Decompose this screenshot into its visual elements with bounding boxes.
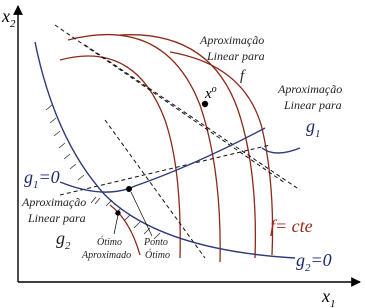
approx-f-fn: f <box>240 68 245 84</box>
contour-2 <box>68 35 220 262</box>
f-cte-label: f= cte <box>270 216 313 236</box>
approx-g1-label-1: Aproximação <box>278 82 343 96</box>
approx-g2-fn: $g_2$ <box>56 228 71 252</box>
point-approx-optimum <box>115 210 120 215</box>
approx-g2-label-1: Aproximação <box>22 195 87 209</box>
x0-label: $x^o$ <box>205 84 217 102</box>
approx-g1-label-2: Linear para <box>284 98 342 112</box>
y-axis-label: $x_2$ <box>2 6 16 30</box>
curve-g2-eq-0 <box>35 42 295 258</box>
g1-label-leader <box>262 148 300 153</box>
contour-4 <box>170 52 273 255</box>
contour-3 <box>120 35 255 258</box>
optimum-label-2: Ótimo <box>145 250 170 261</box>
curve-g1-eq-0 <box>60 128 265 192</box>
x-axis-label: $x_1$ <box>322 286 336 308</box>
approx-g2-label-2: Linear para <box>28 211 86 225</box>
approx-f-line-lower <box>85 45 300 190</box>
constraint-curves <box>35 42 300 258</box>
leader-optimum <box>131 192 152 236</box>
approx-f-label-1: Aproximação <box>200 33 265 47</box>
approx-optimum-label-1: Ótimo <box>97 237 122 248</box>
approx-f-label-2: Linear para <box>207 49 265 63</box>
g2-eq-zero-label: $g_2=0$ <box>296 250 332 274</box>
approx-optimum-label-2: Aproximado <box>82 250 132 261</box>
contour-1 <box>60 56 180 258</box>
optimum-label-1: Ponto <box>144 237 168 248</box>
approx-g1-fn: $g_1$ <box>306 116 321 140</box>
point-optimum <box>126 186 132 192</box>
leader-approx-optimum <box>114 215 118 234</box>
g1-eq-zero-label: $g_1=0$ <box>24 167 60 191</box>
approx-g1-line <box>60 145 270 195</box>
